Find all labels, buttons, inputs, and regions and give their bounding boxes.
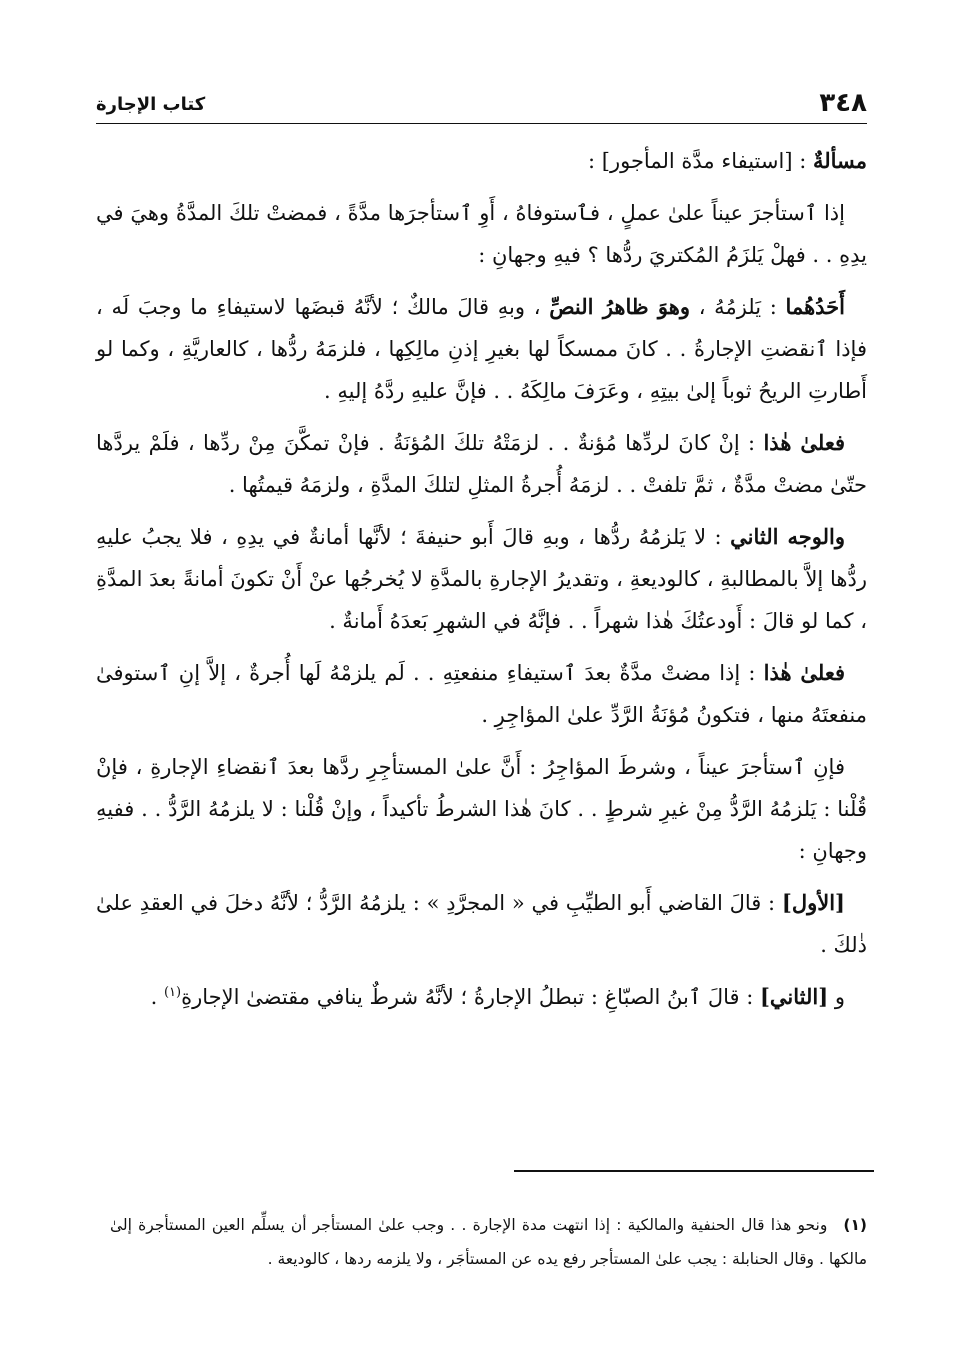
footnote <box>110 1208 867 1276</box>
second-opinion-label: [الثاني] <box>759 984 829 1009</box>
page-number: ٣٤٨ <box>819 88 867 118</box>
paragraph-6: فإنِ ٱستأجرَ عيناً ، وشرطَ المؤاجِرُ : أَنَّ علىٰ المستأجِرِ ردَّها بعدَ ٱنقضاءِ الإجارةِ ، فإنْ قُلْنا : يَلزمُهُ الرَّدُّ مِنْ غيرِ شرطٍ . . كانَ هٰذا الشرطُ تأكيداً ، وإنْ قُلْنا : لا يلزمُهُ الرَّدُّ . . ففيهِ وجهانِ : <box>96 755 867 863</box>
paragraph-8-end: . <box>150 985 164 1009</box>
header-divider <box>96 123 867 124</box>
first-view-label: أَحَدُهُما <box>785 294 845 319</box>
paragraph-4 <box>96 516 867 642</box>
paragraph-4-text: : لا يَلزمُهُ ردُّها ، وبهِ قالَ أَبو حنيفةَ ؛ لأنَّها أمانةٌ في يدِهِ ، فلا يجبُ عليهِ ردُّها إلاَّ بالمطالبةِ ، كالوديعةِ ، وتقديرُ الإجارةِ بالمدَّةِ لا يُخرجُها عنْ أَنْ تكونَ أمانةً بعدَ المدَّةِ ، كما لو قالَ : أَودعتُكَ هٰذا شهراً . . فإنَّهُ في الشهرِ بَعدَهُ أَمانةٌ . <box>96 525 867 633</box>
consequence-label-2: فعلىٰ هٰذا <box>763 660 845 685</box>
paragraph-8-text: : قالَ ٱبنُ الصبّاغِ : تبطلُ الإجارةُ ؛ لأنَّهُ شرطٌ ينافي مقتضىٰ الإجارةِ <box>181 985 760 1009</box>
paragraph-2-text: ، وبهِ قالَ مالكٌ ؛ لأنَّهُ قبضَها لاستيفاءِ ما وجبَ لَه ، فإذا ٱنقضتِ الإجارةُ . . كانَ ممسكاً لها بغيرِ إذنِ مالِكِها ، فلزمَهُ ردُّها ، كالعاريَّةِ ، وكما لو أَطارتِ الريحُ ثوباً إلىٰ بيتِهِ ، وعَرَفَ مالِكَهُ . . فإنَّ عليهِ ردَّهُ إليهِ . <box>96 295 867 403</box>
paragraph-3 <box>96 422 867 506</box>
main-text <box>96 140 867 1028</box>
paragraph-5 <box>96 652 867 736</box>
paragraph-7-text: : قالَ القاضي أَبو الطيِّبِ في « المجرَّدِ » : يلزمُهُ الرَّدُّ ؛ لأنَّهُ دخلَ في العقدِ علىٰ ذٰلكَ . <box>96 891 867 957</box>
consequence-label: فعلىٰ هٰذا <box>763 430 845 455</box>
paragraph-8-prefix: و <box>828 985 845 1009</box>
issue-label: مسألةٌ <box>812 148 867 173</box>
footnote-text: ونحو هذا قال الحنفية والمالكية : إذا انتهت مدة الإجارة . . وجب علىٰ المستأجر أن يسلِّم العين المستأجرة إلىٰ مالكها . وقال الحنابلة : يجب علىٰ المستأجر رفع يده عن المستأجَر ، ولا يلزمه ردها ، كالوديعة . <box>110 1216 867 1268</box>
running-title: كتاب الإجارة <box>96 94 206 115</box>
first-view-emphasis: وهوَ ظاهرُ النصِّ <box>549 294 691 319</box>
issue-heading <box>96 140 867 182</box>
first-opinion-label: [الأول] <box>781 890 845 915</box>
paragraph-1: إذا ٱستأجرَ عيناً علىٰ عملٍ ، فٱستوفاهُ ، أَوِ ٱستأجرَها مدَّةً ، فمضتْ تلكَ المدَّةُ وهيَ في يدِهِ . . فهلْ يَلزَمُ المُكتريَ ردُّها ؟ فيهِ وجهانِ : <box>96 201 867 267</box>
page-header <box>96 88 867 122</box>
paragraph-2 <box>96 286 867 412</box>
second-view-label: والوجه الثاني <box>730 524 845 549</box>
paragraph-5-text: : إذا مضتْ مدَّةٌ بعدَ ٱستيفاءِ منفعتِهِ . . لَم يلزمْهُ لَها أُجرةٌ ، إلاَّ إنِ ٱستوفىٰ منفعتَهُ منها ، فتكونُ مُؤنَةُ الرَّدِّ علىٰ المؤاجِرِ . <box>96 661 867 727</box>
paragraph-8 <box>96 976 867 1018</box>
footnote-marker: (١) <box>843 1216 867 1234</box>
paragraph-3-text: : إنْ كانَ لردِّها مُؤنةٌ . . لزمَتْهُ تلكَ المُؤنَةُ . فإنْ تمكَّنَ مِنْ ردِّها ، فلَمْ يردَّها حتّىٰ مضتْ مدَّةٌ ، ثمَّ تلفتْ . . لزمَهُ أُجرةُ المثلِ لتلكَ المدَّةِ ، ولزمَهُ قيمتُها . <box>96 431 867 497</box>
issue-title: : [استيفاء مدَّة المأجور] : <box>588 149 813 173</box>
paragraph-2-mid: : يَلزمُهُ ، <box>690 295 786 319</box>
paragraph-7 <box>96 882 867 966</box>
footnote-reference[interactable]: (١) <box>163 985 182 1000</box>
footnote-divider <box>514 1170 874 1172</box>
